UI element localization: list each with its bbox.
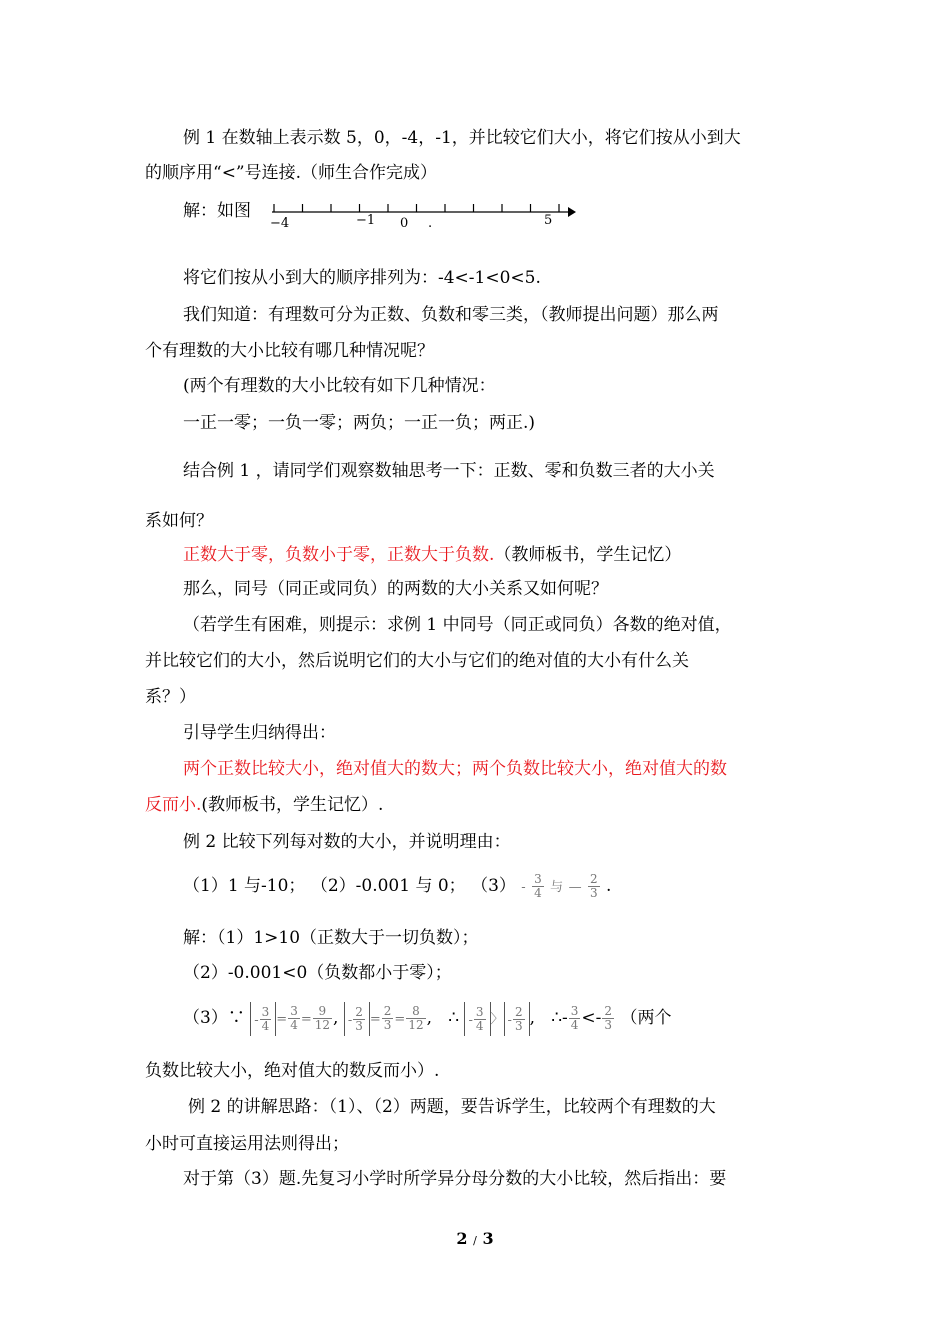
page-separator: /	[473, 1234, 477, 1247]
arrow-right-icon	[568, 207, 576, 217]
fraction-den: 12	[408, 1018, 424, 1032]
know-line2: 个有理数的大小比较有哪几种情况呢？	[145, 341, 434, 361]
solution-label: 解：如图	[183, 201, 251, 221]
fraction-num: 2	[355, 1004, 363, 1019]
rule1-red: 正数大于零，负数小于零，正数大于负数.	[183, 545, 495, 565]
tick-label: 0	[400, 216, 409, 231]
equals: =	[369, 1012, 381, 1027]
page-current: 2	[456, 1229, 468, 1248]
absolute-value	[250, 1002, 276, 1036]
page-number	[0, 1229, 950, 1248]
idea-line1: 例 2 的讲解思路：（1）、（2）两题，要告诉学生，比较两个有理数的大	[188, 1097, 716, 1117]
tick-label: −4	[270, 216, 290, 231]
number-line	[268, 196, 578, 232]
combine-line2: 系如何？	[145, 511, 213, 531]
fraction	[532, 873, 544, 900]
third-line1: 对于第（3）题.先复习小学时所学异分母分数的大小比较，然后指出：要	[183, 1169, 727, 1189]
rule2-line2	[145, 794, 383, 816]
because-label: （3）∵	[183, 1008, 245, 1028]
example2-items	[183, 868, 611, 906]
fraction	[602, 1005, 614, 1032]
fraction-den: 4	[570, 1018, 579, 1032]
comma: ,	[333, 1008, 339, 1028]
fraction-num: 3	[475, 1004, 484, 1019]
solution2-line3	[183, 1000, 671, 1038]
fraction	[382, 1005, 394, 1032]
cases-line1: (两个有理数的大小比较有如下几种情况：	[183, 376, 496, 396]
conclusion-tail: （两个	[620, 1008, 672, 1028]
fraction-num: 3	[534, 872, 542, 886]
hint-line3: 系？）	[145, 687, 196, 707]
greater-than: 〉	[490, 1012, 504, 1027]
fraction	[474, 1006, 486, 1033]
hint-line1: （若学生有困难，则提示：求例 1 中同号（同正或同负）各数的绝对值，	[183, 615, 732, 635]
comma: ,	[426, 1008, 433, 1028]
fraction	[569, 1005, 581, 1032]
solution2-line2: （2）-0.001<0（负数都小于零）；	[183, 963, 452, 983]
fraction-den: 3	[589, 886, 598, 900]
less-than: <-	[581, 1008, 602, 1028]
page-total: 3	[482, 1229, 494, 1248]
example2-title: 例 2 比较下列每对数的大小，并说明理由：	[183, 832, 511, 852]
dash-minus: —	[568, 880, 582, 895]
fraction-den: 4	[534, 886, 542, 900]
combine-line1: 结合例 1 ，请同学们观察数轴思考一下：正数、零和负数三者的大小关	[183, 461, 715, 481]
order-result: 将它们按从小到大的顺序排列为：-4<-1<0<5.	[183, 268, 541, 288]
solution2-line4: 负数比较大小，绝对值大的数反而小）.	[145, 1061, 440, 1081]
rule2-line1: 两个正数比较大小，绝对值大的数大；两个负数比较大小，绝对值大的数	[183, 759, 727, 779]
fraction-den: 3	[514, 1018, 523, 1033]
minus-sign: -	[347, 1012, 353, 1028]
fraction-den: 3	[355, 1018, 363, 1033]
fraction-den: 4	[475, 1018, 484, 1033]
therefore-symbol: ∴	[551, 1008, 563, 1028]
fraction	[313, 1005, 332, 1032]
guide-line: 引导学生归纳得出：	[183, 723, 336, 743]
minus-sign: -	[562, 1008, 568, 1028]
fraction-num: 2	[383, 1004, 392, 1018]
tick-label: 5	[544, 213, 553, 228]
fraction-den: 3	[383, 1018, 392, 1032]
solution2-line1: 解：（1）1>10（正数大于一切负数）；	[183, 928, 479, 948]
rule1-note: （教师板书，学生记忆）	[494, 545, 682, 565]
therefore-symbol: ∴	[448, 1008, 460, 1028]
fraction-num: 3	[570, 1004, 579, 1018]
fraction	[588, 873, 600, 900]
fraction-num: 2	[514, 1004, 523, 1019]
tick-label: −1	[356, 213, 376, 228]
fraction	[513, 1006, 525, 1033]
hint-line2: 并比较它们的大小，然后说明它们的大小与它们的绝对值的大小有什么关	[145, 651, 689, 671]
minus-sign: -	[521, 880, 526, 895]
example1-line2: 的顺序用“<”号连接.（师生合作完成）	[145, 163, 438, 183]
minus-sign: -	[254, 1012, 259, 1028]
fraction-den: 4	[261, 1018, 270, 1033]
tick-label: .	[428, 216, 433, 231]
absolute-value	[464, 1002, 490, 1036]
equals: =	[276, 1012, 288, 1027]
fraction-num: 9	[313, 1005, 332, 1019]
minus-sign: -	[507, 1012, 512, 1028]
fraction-den: 3	[604, 1018, 613, 1032]
fraction	[353, 1006, 365, 1033]
with-text: 与	[550, 880, 564, 895]
example1-line1: 例 1 在数轴上表示数 5，0，-4，-1，并比较它们大小，将它们按从小到大	[183, 128, 741, 148]
comma: ,	[529, 1008, 535, 1028]
fraction	[260, 1006, 272, 1033]
rule1	[183, 544, 681, 566]
fraction-num: 2	[604, 1004, 613, 1018]
fraction-den: 12	[314, 1018, 331, 1032]
minus-sign: -	[468, 1012, 473, 1028]
fraction-num: 2	[589, 872, 598, 886]
equals: =	[300, 1012, 312, 1027]
rule2-red: 反而小.	[145, 795, 202, 815]
cases-line2: 一正一零；一负一零；两负；一正一负；两正.)	[183, 413, 536, 433]
idea-line2: 小时可直接运用法则得出；	[145, 1134, 349, 1154]
equals: =	[394, 1012, 406, 1027]
same-sign-question: 那么，同号（同正或同负）的两数的大小关系又如何呢？	[183, 579, 608, 599]
fraction	[288, 1005, 300, 1032]
fraction-num: 3	[261, 1004, 270, 1019]
fraction-den: 4	[290, 1018, 298, 1032]
rule2-note: (教师板书，学生记忆）.	[201, 795, 384, 815]
period: .	[606, 876, 612, 896]
fraction	[406, 1005, 425, 1032]
know-line1: 我们知道：有理数可分为正数、负数和零三类，（教师提出问题）那么两	[183, 305, 719, 325]
fraction-num: 8	[406, 1005, 425, 1019]
absolute-value	[344, 1002, 370, 1036]
fraction-num: 3	[290, 1004, 298, 1018]
example2-items-text: （1）1 与-10； （2）-0.001 与 0； （3）	[183, 876, 516, 896]
absolute-value	[504, 1002, 530, 1036]
